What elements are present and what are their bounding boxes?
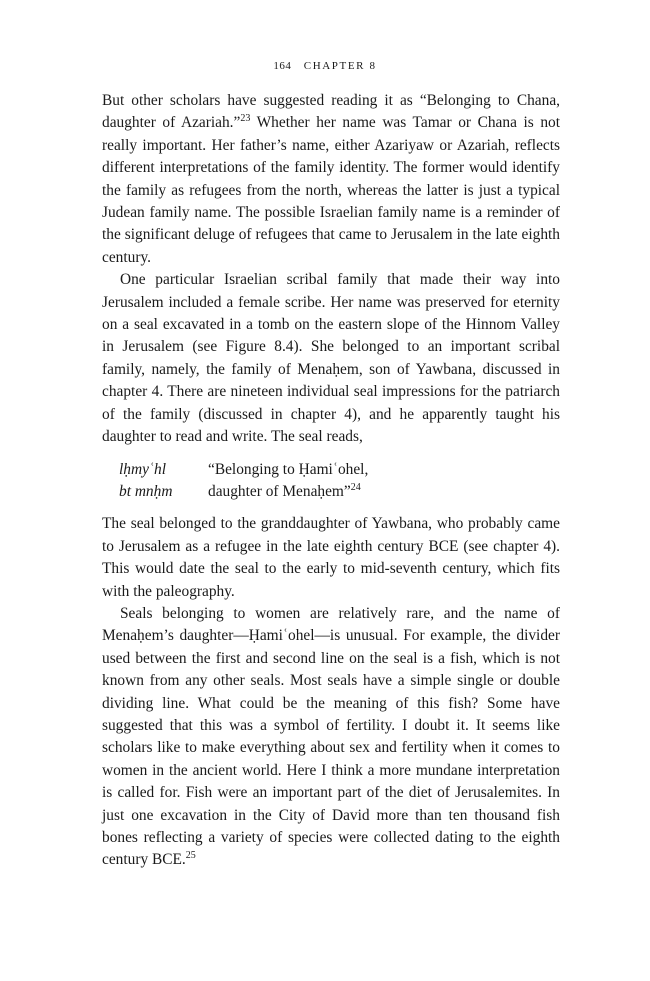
- paragraph-2: One particular Israelian scribal family that made their way into Jerusalem included a female scribe. Her name was preserved for eternity on a seal excavated in a tomb on the eastern slope of the Hinnom Valley in Jerusalem (see Figure 8.4). She belonged to an important scribal family, namely, the family of Menaḥem, son of Yawbana, discussed in chapter 4. There are nineteen individual seal impressions for the patriarch of the family (discussed in chapter 4), and he apparently taught his daughter to read and write. The seal reads,: [102, 271, 560, 446]
- footnote-ref-23[interactable]: 23: [240, 113, 251, 125]
- seal-line-1: [119, 459, 560, 481]
- seal-transliteration: lḥmyʿhl: [119, 460, 167, 478]
- running-header: [0, 60, 650, 72]
- footnote-ref-24[interactable]: 24: [350, 481, 361, 493]
- seal-line-2: [119, 481, 560, 503]
- footnote-ref-25[interactable]: 25: [185, 850, 196, 862]
- paragraph-4: Seals belonging to women are relatively rare, and the name of Menaḥem’s daughter—Ḥamiʿohel—is unusual. For example, the divider used between the first and second line on the seal is a fish, which is not known from any other seals. Most seals have a simple single or double dividing line. What could be the meaning of this fish? Some have suggested that this was a symbol of fertility. I doubt it. It seems like scholars like to make everything about sex and fertility when it comes to women in the ancient world. Here I think a more mundane interpretation is called for. Fish were an important part of the diet of Jerusalemites. In just one excavation in the City of David more than ten thousand fish bones reflecting a variety of species were collected dating to the eighth century BCE.$^{25}$: [102, 604, 560, 869]
- body-text: [102, 90, 560, 872]
- paragraph-1: But other scholars have suggested reading it as “Belonging to Chana, daughter of Azariah.”$^{23}$ Whether her name was Tamar or Chana is not really important. Her father’s name, either Azariyaw or Azariah, reflects different interpretations of the family identity. The former would identify the family as refugees from the north, whereas the latter is just a typical Judean family name. The possible Israelian family name is a reminder of the significant deluge of refugees that came to Jerusalem in the late eighth century.: [102, 92, 560, 266]
- page-number: 164: [273, 60, 292, 72]
- paragraph-3: The seal belonged to the granddaughter of Yawbana, who probably came to Jerusalem as a refugee in the late eighth century BCE (see chapter 4). This would date the seal to the early to mid-seventh century, which fits with the paleography.: [102, 515, 560, 600]
- seal-translation: “Belonging to Ḥamiʿohel,: [208, 460, 369, 478]
- seal-inscription: [119, 459, 560, 504]
- chapter-label: CHAPTER 8: [303, 60, 377, 72]
- seal-transliteration: bt mnḥm: [119, 482, 173, 500]
- seal-translation: daughter of Menaḥem”: [208, 482, 351, 500]
